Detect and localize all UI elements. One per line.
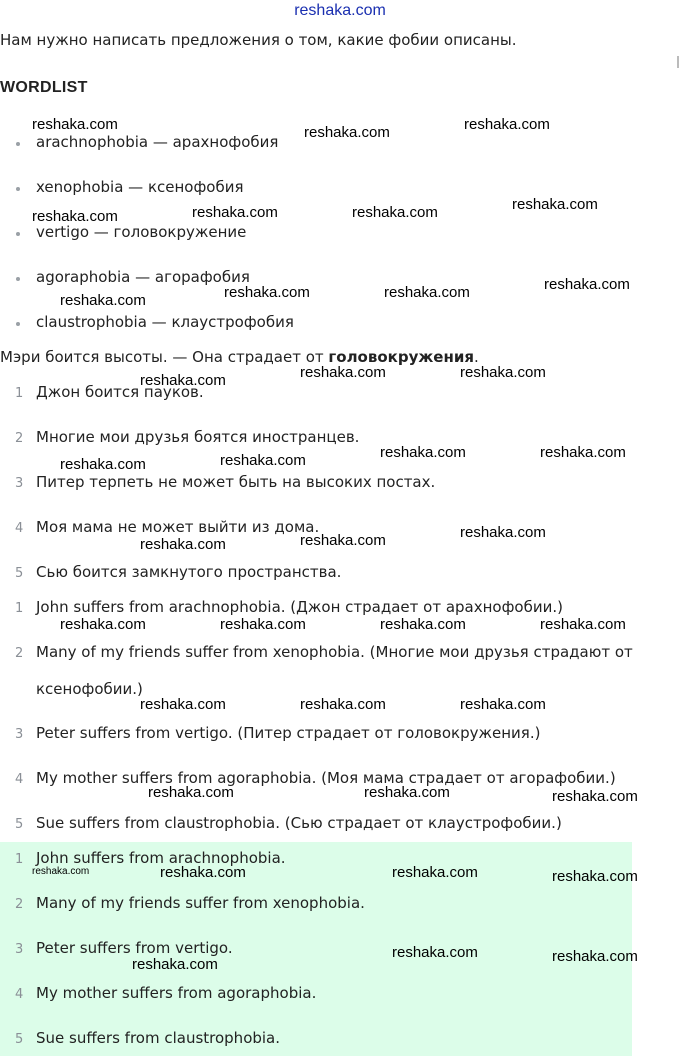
- item-number: 5: [15, 1032, 24, 1047]
- watermark: reshaka.com: [464, 116, 550, 133]
- watermark: reshaka.com: [552, 868, 638, 885]
- item-number: 3: [15, 942, 24, 957]
- watermark: reshaka.com: [160, 864, 246, 881]
- bullet-icon: [16, 142, 20, 146]
- answer-item: Sue suffers from claustrophobia.: [36, 1029, 281, 1047]
- watermark: reshaka.com: [300, 364, 386, 381]
- watermark: reshaka.com: [224, 284, 310, 301]
- item-number: 3: [15, 727, 24, 742]
- translation-item-continued: ксенофобии.): [36, 680, 143, 698]
- task-item: Джон боится пауков.: [36, 383, 204, 401]
- watermark: reshaka.com: [132, 956, 218, 973]
- watermark: reshaka.com: [300, 532, 386, 549]
- watermark: reshaka.com: [220, 452, 306, 469]
- bullet-icon: [16, 322, 20, 326]
- watermark: reshaka.com: [364, 784, 450, 801]
- watermark: reshaka.com: [352, 204, 438, 221]
- scroll-tick: [677, 56, 679, 68]
- watermark: reshaka.com: [140, 536, 226, 553]
- example-bold: головокружения: [328, 348, 474, 366]
- task-item: Моя мама не может выйти из дома.: [36, 518, 320, 536]
- item-number: 4: [15, 772, 24, 787]
- watermark: reshaka.com: [380, 616, 466, 633]
- task-item: Сью боится замкнутого пространства.: [36, 563, 342, 581]
- watermark: reshaka.com: [220, 616, 306, 633]
- answer-item: Many of my friends suffer from xenophobia.: [36, 894, 365, 912]
- item-number: 1: [15, 601, 24, 616]
- site-header-link[interactable]: reshaka.com: [294, 2, 386, 19]
- watermark: reshaka.com: [60, 292, 146, 309]
- translation-item: My mother suffers from agoraphobia. (Моя мама страдает от агорафобии.): [36, 769, 616, 787]
- answer-item: Peter suffers from vertigo.: [36, 939, 233, 957]
- translation-item: Peter suffers from vertigo. (Питер страдает от головокружения.): [36, 724, 541, 742]
- item-number: 2: [15, 646, 24, 661]
- item-number: 5: [15, 817, 24, 832]
- task-intro: Нам нужно написать предложения о том, какие фобии описаны.: [0, 31, 517, 49]
- bullet-icon: [16, 232, 20, 236]
- wordlist-item: arachnophobia — арахнофобия: [36, 133, 279, 151]
- watermark: reshaka.com: [384, 284, 470, 301]
- task-item: Питер терпеть не может быть на высоких постах.: [36, 473, 436, 491]
- bullet-icon: [16, 277, 20, 281]
- wordlist-item: xenophobia — ксенофобия: [36, 178, 244, 196]
- task-item: Многие мои друзья боятся иностранцев.: [36, 428, 360, 446]
- watermark: reshaka.com: [392, 864, 478, 881]
- watermark: reshaka.com: [60, 456, 146, 473]
- watermark: reshaka.com: [392, 944, 478, 961]
- item-number: 4: [15, 521, 24, 536]
- watermark: reshaka.com: [140, 372, 226, 389]
- item-number: 5: [15, 566, 24, 581]
- watermark: reshaka.com: [300, 696, 386, 713]
- watermark: reshaka.com: [380, 444, 466, 461]
- watermark: reshaka.com: [460, 524, 546, 541]
- item-number: 2: [15, 431, 24, 446]
- wordlist-item: agoraphobia — агорафобия: [36, 268, 250, 286]
- watermark: reshaka.com: [540, 616, 626, 633]
- watermark: reshaka.com: [32, 116, 118, 133]
- watermark: reshaka.com: [140, 696, 226, 713]
- watermark: reshaka.com: [460, 364, 546, 381]
- watermark: reshaka.com: [540, 444, 626, 461]
- watermark: reshaka.com: [544, 276, 630, 293]
- example-suffix: .: [473, 348, 479, 366]
- watermark: reshaka.com: [148, 784, 234, 801]
- watermark: reshaka.com: [552, 788, 638, 805]
- example-sentence: [0, 348, 479, 366]
- watermark: reshaka.com: [304, 124, 390, 141]
- wordlist-item: vertigo — головокружение: [36, 223, 247, 241]
- translation-item: John suffers from arachnophobia. (Джон страдает от арахнофобии.): [36, 598, 563, 616]
- translation-item: Sue suffers from claustrophobia. (Сью страдает от клаустрофобии.): [36, 814, 562, 832]
- answer-item: My mother suffers from agoraphobia.: [36, 984, 317, 1002]
- translation-item: Many of my friends suffer from xenophobia. (Многие мои друзья страдают от: [36, 643, 633, 661]
- watermark: reshaka.com: [512, 196, 598, 213]
- item-number: 3: [15, 476, 24, 491]
- wordlist-item: claustrophobia — клаустрофобия: [36, 313, 294, 331]
- wordlist-heading: WORDLIST: [0, 79, 88, 96]
- item-number: 1: [15, 386, 24, 401]
- watermark: reshaka.com: [32, 866, 90, 877]
- watermark: reshaka.com: [192, 204, 278, 221]
- answer-item: John suffers from arachnophobia.: [36, 849, 286, 867]
- item-number: 1: [15, 852, 24, 867]
- item-number: 4: [15, 987, 24, 1002]
- watermark: reshaka.com: [552, 948, 638, 965]
- watermark: reshaka.com: [460, 696, 546, 713]
- watermark: reshaka.com: [60, 616, 146, 633]
- example-prefix: Мэри боится высоты. — Она страдает от: [0, 348, 329, 366]
- watermark: reshaka.com: [32, 208, 118, 225]
- item-number: 2: [15, 897, 24, 912]
- bullet-icon: [16, 187, 20, 191]
